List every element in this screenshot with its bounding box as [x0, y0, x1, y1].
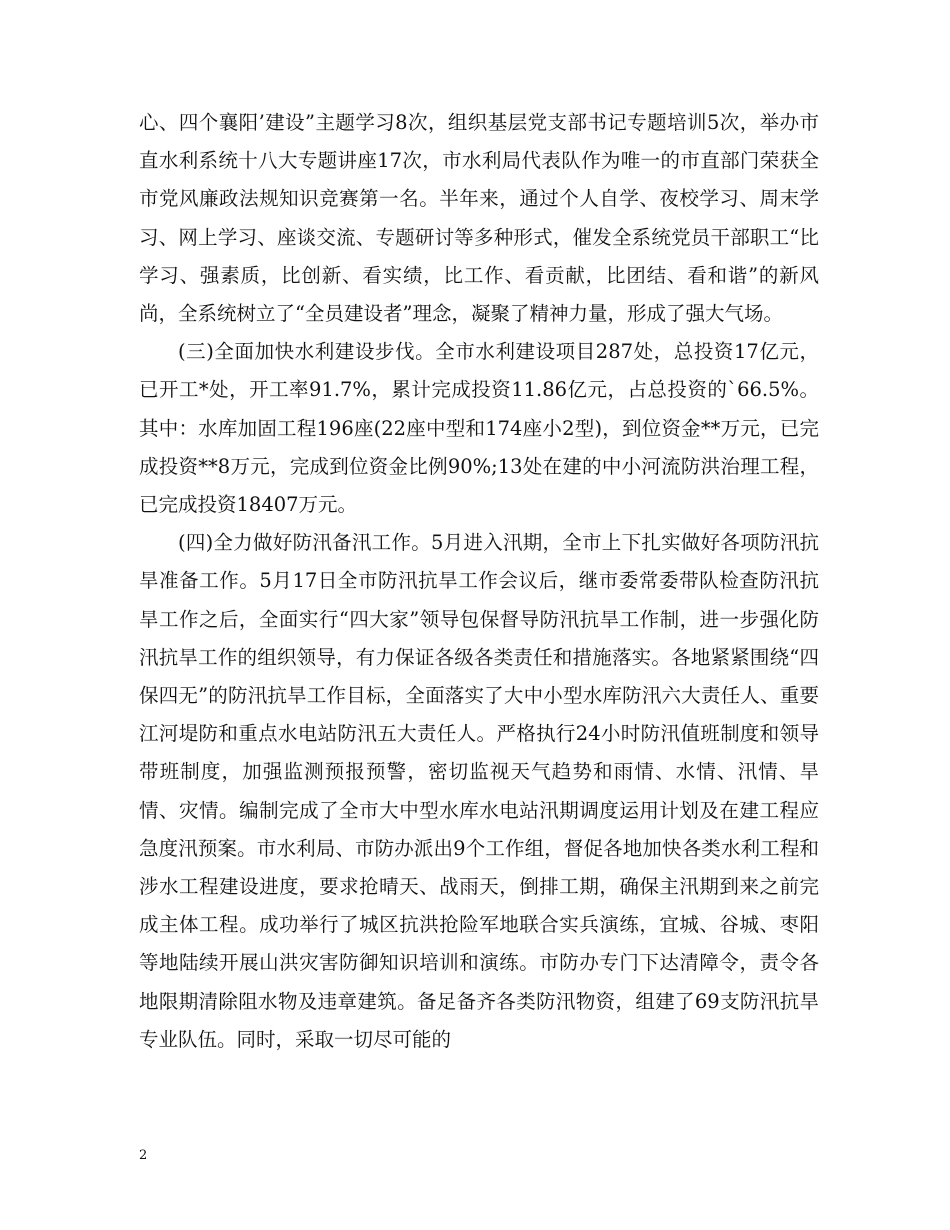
page-number: 2 [139, 1148, 148, 1163]
paragraph-water-construction: (三)全面加快水利建设步伐。全市水利建设项目287处，总投资17亿元，已开工*处，开工率91.7%，累计完成投资11.86亿元，占总投资的`66.5%。其中：水库加固工程196座(22座中型和174座小2型)，到位资金**万元，已完成投资**8万元，完成到位资金比例90%;13处在建的中小河流防洪治理工程，已完成投资18407万元。 [139, 340, 819, 517]
paragraph-continuation: 心、四个襄阳’建设”主题学习8次，组织基层党支部书记专题培训5次，举办市直水利系统十八大专题讲座17次，市水利局代表队作为唯一的市直部门荣获全市党风廉政法规知识竞赛第一名。半年来，通过个人自学、夜校学习、周末学习、网上学习、座谈交流、专题研讨等多种形式，催发全系统党员干部职工“比学习、强素质，比创新、看实绩，比工作、看贡献，比团结、看和谐”的新风尚，全系统树立了“全员建设者”理念，凝聚了精神力量，形成了强大气场。 [139, 111, 819, 326]
paragraph-flood-preparation: (四)全力做好防汛备汛工作。5月进入汛期，全市上下扎实做好各项防汛抗旱准备工作。5月17日全市防汛抗旱工作会议后，继市委常委带队检查防汛抗旱工作之后，全面实行“四大家”领导包保督导防汛抗旱工作制，进一步强化防汛抗旱工作的组织领导，有力保证各级各类责任和措施落实。各地紧紧围绕“四保四无”的防汛抗旱工作目标，全面落实了大中小型水库防汛六大责任人、重要江河堤防和重点水电站防汛五大责任人。严格执行24小时防汛值班制度和领导带班制度，加强监测预报预警，密切监视天气趋势和雨情、水情、汛情、旱情、灾情。编制完成了全市大中型水库水电站汛期调度运用计划及在建工程应急度汛预案。市水利局、市防办派出9个工作组，督促各地加快各类水利工程和涉水工程建设进度，要求抢晴天、战雨天，倒排工期，确保主汛期到来之前完成主体工程。成功举行了城区抗洪抢险军地联合实兵演练，宜城、谷城、枣阳等地陆续开展山洪灾害防御知识培训和演练。市防办专门下达清障令，责令各地限期清除阻水物及违章建筑。备足备齐各类防汛物资，组建了69支防汛抗旱专业队伍。同时，采取一切尽可能的 [139, 531, 819, 1051]
document-body [139, 104, 819, 1059]
